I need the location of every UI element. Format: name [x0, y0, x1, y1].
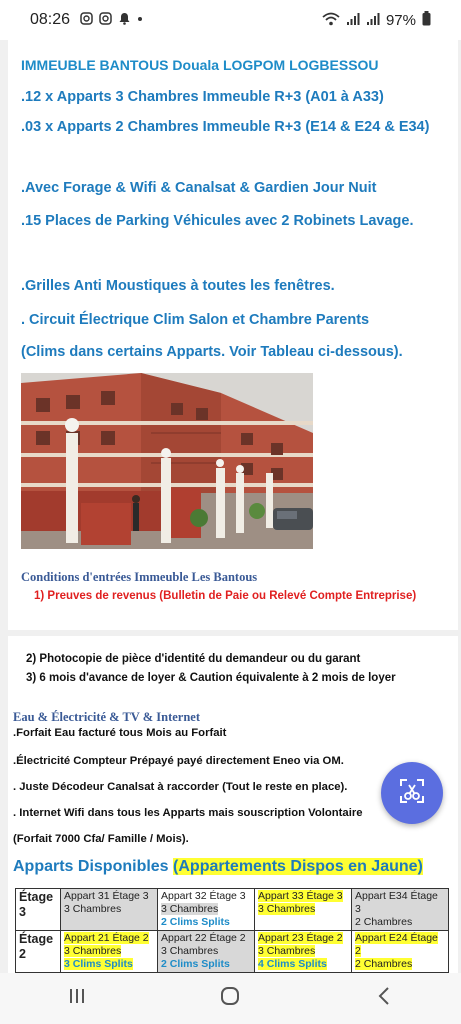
apparts-title-text: Apparts Disponibles — [13, 858, 169, 875]
document-title: IMMEUBLE BANTOUS Douala LOGPOM LOGBESSOU — [21, 57, 379, 73]
utilities-title: Eau & Électricité & TV & Internet — [13, 710, 200, 724]
feature-line: .12 x Apparts 3 Chambres Immeuble R+3 (A01 à A33) — [21, 89, 384, 105]
signal-icon — [366, 12, 380, 29]
apparts-highlight: (Appartements Dispos en Jaune) — [173, 858, 423, 875]
appart-cell: Appart 22 Étage 2 3 Chambres 2 Clims Splits — [158, 931, 255, 973]
feature-line: .Avec Forage & Wifi & Canalsat & Gardien Jour Nuit — [21, 180, 377, 196]
instagram-icon — [99, 12, 112, 28]
wifi-icon — [322, 12, 340, 29]
condition-item: 1) Preuves de revenus (Bulletin de Paie ou Relevé Compte Entreprise) — [34, 590, 417, 602]
scissors-select-icon — [398, 777, 426, 810]
feature-line: .Grilles Anti Moustiques à toutes les fenêtres. — [21, 278, 335, 294]
battery-percent: 97% — [385, 11, 416, 29]
apparts-table — [15, 888, 449, 973]
utility-line: . Internet Wifi dans tous les Apparts mais souscription Volontaire — [13, 807, 363, 819]
building-photo — [21, 373, 313, 549]
utility-line: .Forfait Eau facturé tous Mois au Forfait — [13, 727, 227, 739]
navigation-bar — [0, 973, 461, 1024]
table-row — [16, 889, 449, 931]
apparts-title — [13, 858, 423, 876]
floor-cell: Étage 3 — [16, 889, 61, 931]
feature-line: .03 x Apparts 2 Chambres Immeuble R+3 (E14 & E24 & E34) — [21, 119, 430, 135]
instagram-icon — [80, 12, 93, 28]
status-bar — [0, 0, 461, 40]
utility-line: . Juste Décodeur Canalsat à raccorder (Tout le reste en place). — [13, 781, 348, 793]
appart-cell: Appart E24 Étage 2 2 Chambres — [352, 931, 449, 973]
appart-cell: Appart 31 Étage 3 3 Chambres — [61, 889, 158, 931]
condition-item: 2) Photocopie de pièce d'identité du demandeur ou du garant — [26, 653, 361, 665]
document-viewer[interactable] — [0, 40, 461, 973]
feature-line: (Clims dans certains Apparts. Voir Tableau ci-dessous). — [21, 344, 403, 360]
table-row — [16, 931, 449, 973]
appart-cell: Appart 33 Étage 3 3 Chambres — [255, 889, 352, 931]
appart-cell: Appart E34 Étage 3 2 Chambres — [352, 889, 449, 931]
appart-cell: Appart 32 Étage 3 3 Chambres 2 Clims Splits — [158, 889, 255, 931]
scissors-select-button[interactable] — [381, 762, 443, 824]
utility-line: (Forfait 7000 Cfa/ Famille / Mois). — [13, 833, 189, 845]
back-button[interactable] — [354, 986, 414, 1012]
document-page-1 — [8, 40, 458, 630]
back-icon — [377, 989, 391, 1011]
signal-icon — [346, 12, 360, 29]
floor-cell: Étage 2 — [16, 931, 61, 973]
recent-apps-icon — [67, 988, 87, 1010]
clock: 08:26 — [30, 11, 71, 28]
condition-item: 3) 6 mois d'avance de loyer & Caution équivalente à 2 mois de loyer — [26, 672, 396, 684]
home-icon — [219, 990, 241, 1012]
feature-line: .15 Places de Parking Véhicules avec 2 Robinets Lavage. — [21, 213, 414, 229]
battery-icon — [422, 11, 431, 29]
dot-icon — [137, 12, 143, 28]
conditions-title: Conditions d'entrées Immeuble Les Bantous — [21, 570, 258, 584]
appart-cell: Appart 21 Étage 2 3 Chambres 3 Clims Splits — [61, 931, 158, 973]
utility-line: .Électricité Compteur Prépayé payé directement Eneo via OM. — [13, 755, 344, 767]
appart-cell: Appart 23 Étage 2 3 Chambres 4 Clims Splits — [255, 931, 352, 973]
notification-bell-icon — [118, 12, 131, 28]
home-button[interactable] — [200, 985, 260, 1013]
feature-line: . Circuit Électrique Clim Salon et Chambre Parents — [21, 312, 370, 328]
recent-apps-button[interactable] — [47, 987, 107, 1011]
